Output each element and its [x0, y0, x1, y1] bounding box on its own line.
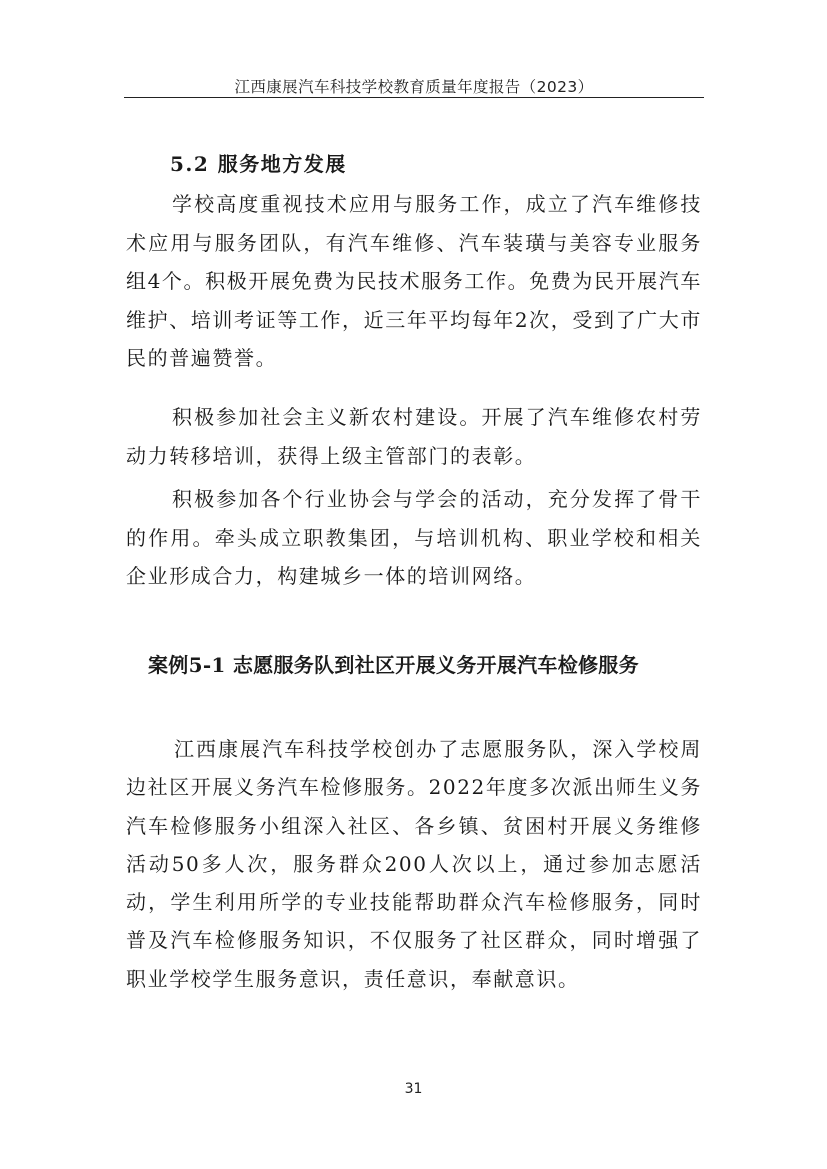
body-paragraph: 积极参加社会主义新农村建设。开展了汽车维修农村劳动力转移培训，获得上级主管部门的表彰。	[126, 405, 702, 468]
body-paragraph: 学校高度重视技术应用与服务工作，成立了汽车维修技术应用与服务团队，有汽车维修、汽车装璜与美容专业服务组4个。积极开展免费为民技术服务工作。免费为民开展汽车维护、培训考证等工作，近三年平均每年2次，受到了广大市民的普遍赞誉。	[126, 192, 702, 371]
header-divider	[124, 97, 704, 98]
case-paragraph: 江西康展汽车科技学校创办了志愿服务队，深入学校周边社区开展义务汽车检修服务。2022年度多次派出师生义务汽车检修服务小组深入社区、各乡镇、贫困村开展义务维修活动50多人次，服务群众200人次以上，通过参加志愿活动，学生利用所学的专业技能帮助群众汽车检修服务，同时普及汽车检修服务知识，不仅服务了社区群众，同时增强了职业学校学生服务意识，责任意识，奉献意识。	[126, 737, 702, 991]
section-heading: 5.2 服务地方发展	[170, 152, 347, 176]
page-header: 江西康展汽车科技学校教育质量年度报告（2023）	[234, 78, 594, 96]
page-number: 31	[404, 1081, 423, 1097]
case-heading: 案例5-1 志愿服务队到社区开展义务开展汽车检修服务	[148, 653, 639, 677]
body-paragraph: 积极参加各个行业协会与学会的活动，充分发挥了骨干的作用。牵头成立职教集团，与培训机构、职业学校和相关企业形成合力，构建城乡一体的培训网络。	[126, 487, 702, 589]
